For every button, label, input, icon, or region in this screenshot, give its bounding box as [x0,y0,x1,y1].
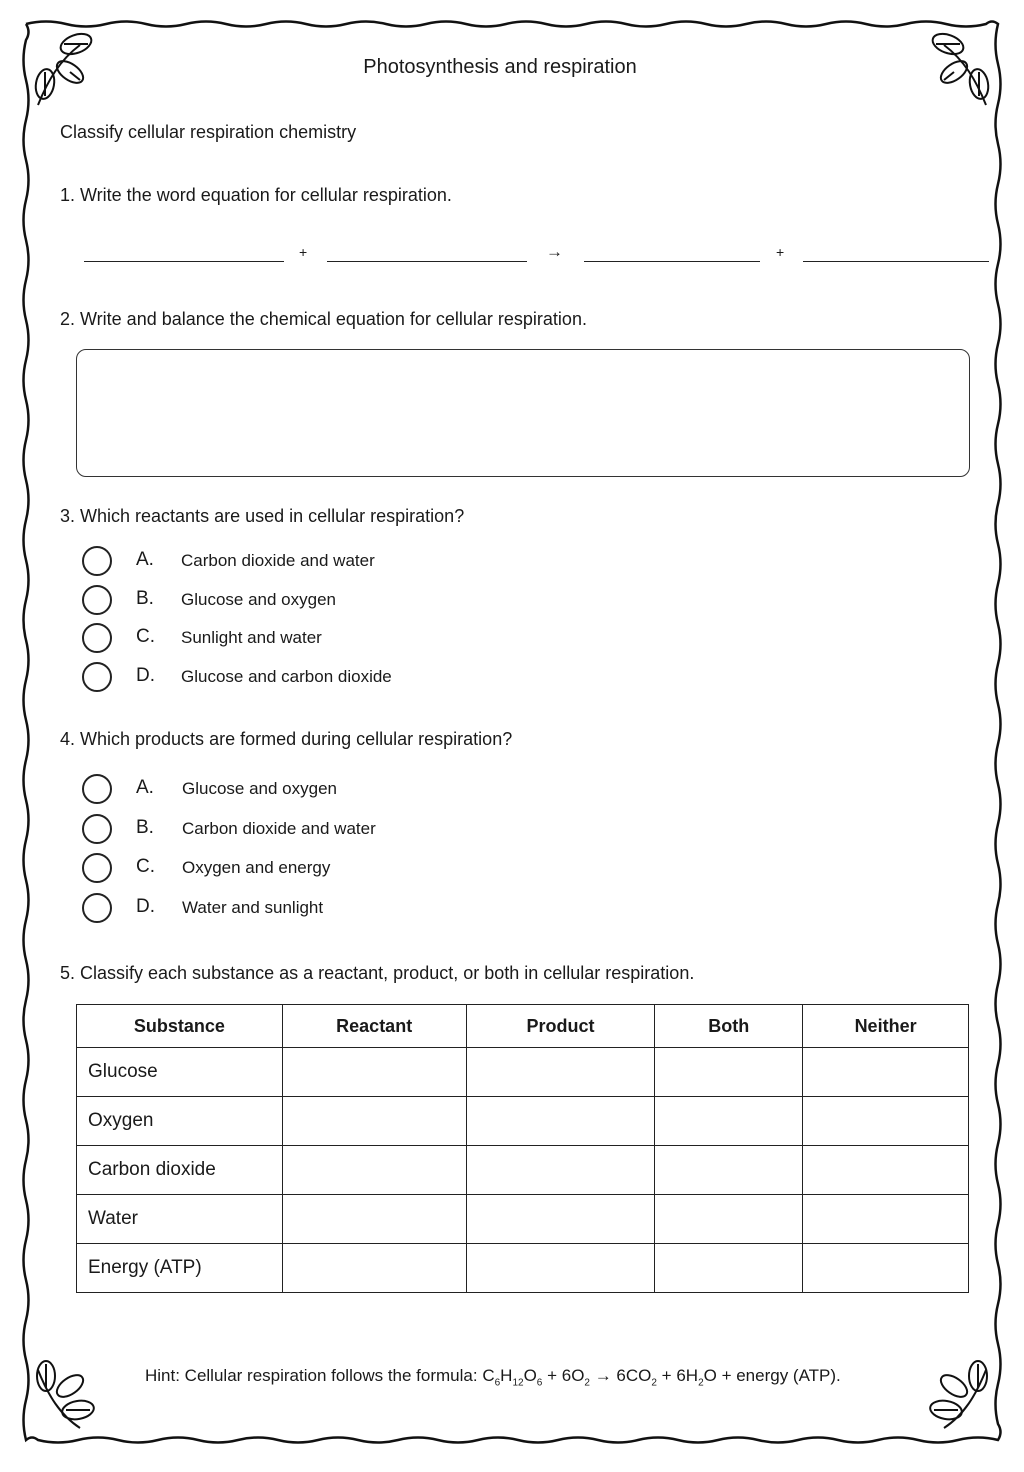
question-3-text: 3. Which reactants are used in cellular respiration? [60,506,465,526]
q2-answer-box[interactable] [76,349,970,477]
q3-option-letter: D. [136,664,155,686]
hint-prefix: Hint: Cellular respiration follows the formula: [145,1366,483,1385]
header-product: Product [466,1005,655,1048]
classification-table [76,1004,969,1293]
both-answer-cell[interactable] [655,1146,803,1195]
header-neither: Neither [803,1005,969,1048]
page-subtitle: Classify cellular respiration chemistry [60,122,357,142]
both-answer-cell[interactable] [655,1048,803,1097]
both-answer-cell[interactable] [655,1244,803,1293]
neither-answer-cell[interactable] [803,1048,969,1097]
q1-plus-sign-2: + [776,244,785,260]
product-answer-cell[interactable] [466,1146,655,1195]
question-5-text: 5. Classify each substance as a reactant, product, or both in cellular respiration. [60,963,695,983]
header-both: Both [655,1005,803,1048]
q4-option-letter: C. [136,856,155,878]
both-answer-cell[interactable] [655,1195,803,1244]
table-row [77,1195,969,1244]
substance-cell: Glucose [77,1048,283,1097]
q4-option-text: Oxygen and energy [182,858,331,878]
q3-option-bubble[interactable] [82,546,112,576]
substance-cell: Water [77,1195,283,1244]
header-substance: Substance [77,1005,283,1048]
leaf-ornament-bottom-left-icon [37,1361,95,1428]
q4-option-letter: A. [136,777,154,798]
table-row [77,1146,969,1195]
header-reactant: Reactant [282,1005,466,1048]
reactant-answer-cell[interactable] [282,1048,466,1097]
q3-option-bubble[interactable] [82,623,112,653]
product-answer-cell[interactable] [466,1195,655,1244]
q3-option-text: Sunlight and water [181,628,322,647]
q4-option-text: Glucose and oxygen [182,779,337,798]
q1-blank-reactant-2[interactable] [327,261,527,262]
q4-option-text: Water and sunlight [182,898,324,918]
q3-option-letter: B. [136,587,154,609]
q4-option-bubble[interactable] [82,814,112,844]
both-answer-cell[interactable] [655,1097,803,1146]
hint-text [145,1366,841,1388]
page-title: Photosynthesis and respiration [363,56,637,78]
q1-blank-product-2[interactable] [803,261,989,262]
hint-formula: $C_6H_{12}O_6 + 6O_2 \to 6CO_2 + 6H_2O$ + energy (ATP). [482,1366,841,1389]
q3-option-bubble[interactable] [82,662,112,692]
q3-option-letter: C. [136,626,155,647]
q1-blank-product-1[interactable] [584,261,760,262]
table-body [77,1048,969,1293]
reactant-answer-cell[interactable] [282,1244,466,1293]
q4-option-letter: D. [136,896,155,918]
question-4-text: 4. Which products are formed during cellular respiration? [60,729,513,749]
q3-option-text: Glucose and oxygen [181,589,336,609]
neither-answer-cell[interactable] [803,1097,969,1146]
question-2-text: 2. Write and balance the chemical equation for cellular respiration. [60,309,587,329]
q1-arrow: → [546,242,563,261]
leaf-ornament-bottom-right-icon [929,1361,987,1428]
product-answer-cell[interactable] [466,1244,655,1293]
neither-answer-cell[interactable] [803,1146,969,1195]
q4-option-bubble[interactable] [82,774,112,804]
neither-answer-cell[interactable] [803,1195,969,1244]
table-header-row [77,1005,969,1048]
q4-option-bubble[interactable] [82,893,112,923]
q4-option-letter: B. [136,816,154,838]
reactant-answer-cell[interactable] [282,1097,466,1146]
q3-option-text: Glucose and carbon dioxide [181,666,392,686]
question-1-text: 1. Write the word equation for cellular respiration. [60,185,452,205]
reactant-answer-cell[interactable] [282,1146,466,1195]
table-row [77,1097,969,1146]
q1-plus-sign: + [299,244,308,260]
product-answer-cell[interactable] [466,1048,655,1097]
q3-option-bubble[interactable] [82,585,112,615]
neither-answer-cell[interactable] [803,1244,969,1293]
q3-option-text: Carbon dioxide and water [181,551,375,570]
table-row [77,1244,969,1293]
q4-option-text: Carbon dioxide and water [182,818,376,838]
substance-cell: Energy (ATP) [77,1244,283,1293]
product-answer-cell[interactable] [466,1097,655,1146]
substance-cell: Carbon dioxide [77,1146,283,1195]
table-row [77,1048,969,1097]
q1-blank-reactant-1[interactable] [84,261,284,262]
q3-option-letter: A. [136,549,154,570]
reactant-answer-cell[interactable] [282,1195,466,1244]
substance-cell: Oxygen [77,1097,283,1146]
